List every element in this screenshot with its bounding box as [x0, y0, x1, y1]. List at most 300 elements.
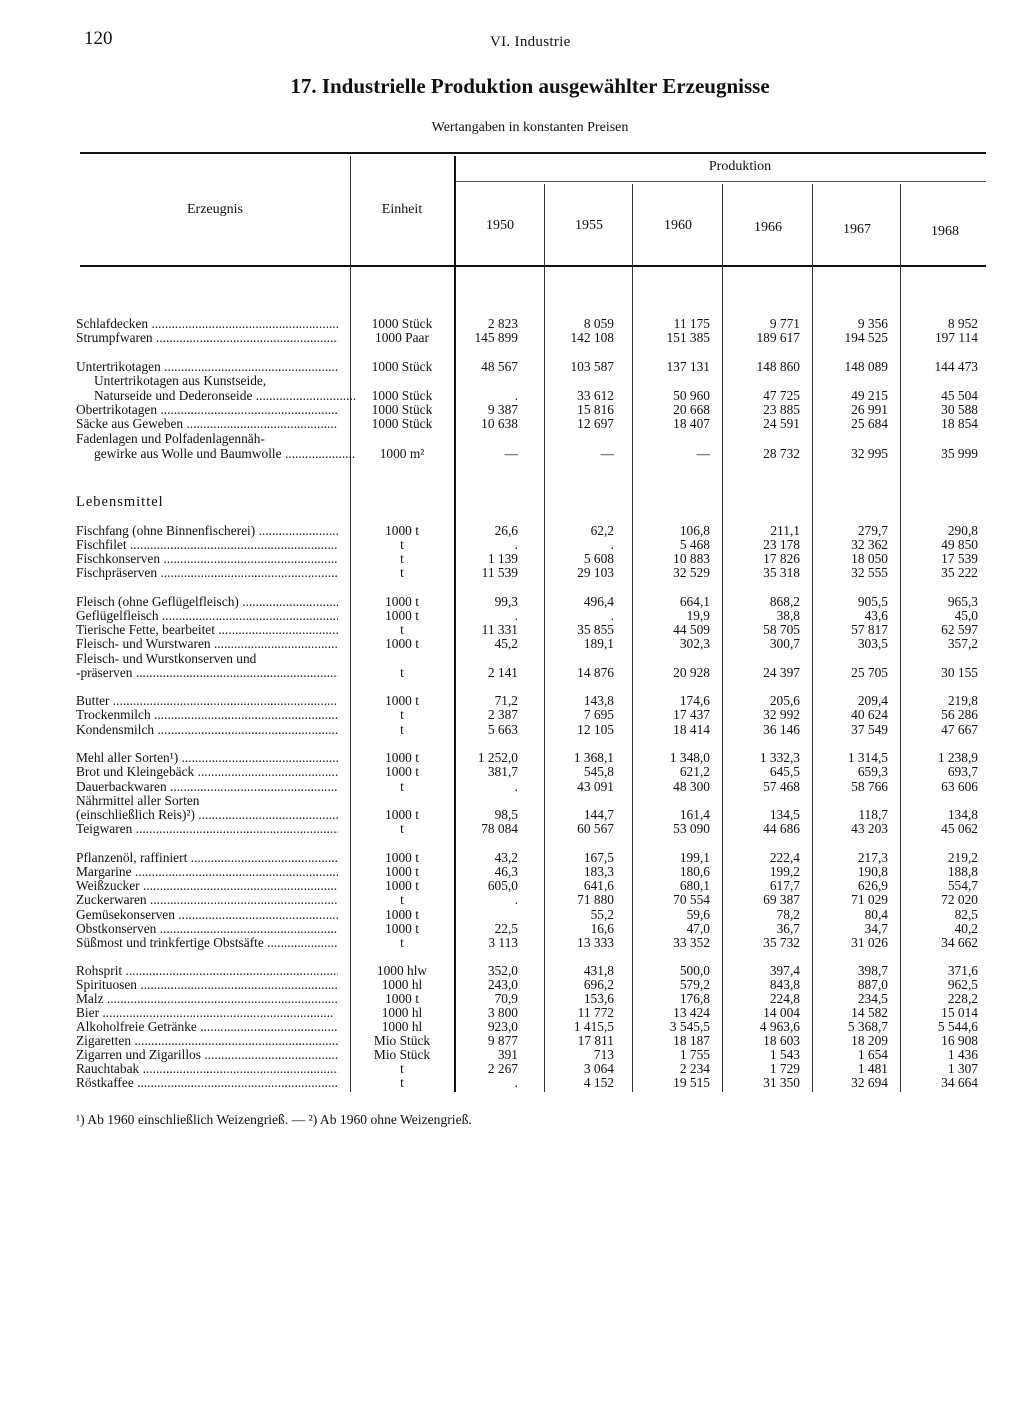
value-cell: 49 850 [941, 537, 978, 552]
value-cell: 18 407 [673, 416, 710, 431]
value-cell: 579,2 [679, 977, 710, 992]
value-cell: 106,8 [679, 523, 710, 538]
product-label: Dauerbackwaren ..... [76, 779, 338, 794]
product-label: Schlafdecken ..... [76, 316, 338, 331]
value-cell: 24 591 [763, 416, 800, 431]
value-cell: — [696, 446, 710, 461]
table-row [0, 330, 1024, 345]
value-cell: 26 991 [851, 402, 888, 417]
value-cell: 11 539 [481, 565, 518, 580]
value-cell: 545,8 [583, 764, 614, 779]
value-cell: 965,3 [947, 594, 978, 609]
value-cell: 72 020 [941, 892, 978, 907]
header-year: 1966 [754, 220, 782, 235]
table-row [0, 1047, 1024, 1062]
value-cell: 1 238,9 [937, 750, 978, 765]
unit-cell: t [400, 537, 404, 552]
product-label: Strumpfwaren ..... [76, 330, 338, 345]
value-cell: 28 732 [763, 446, 800, 461]
product-label: Geflügelfleisch ..... [76, 608, 338, 623]
unit-cell: Mio Stück [373, 1047, 431, 1062]
value-cell: 211,1 [770, 523, 800, 538]
value-cell: 153,6 [583, 991, 614, 1006]
table-row [0, 523, 1024, 538]
value-cell: 63 606 [941, 779, 978, 794]
unit-cell: 1000 m² [379, 446, 425, 461]
page-number: 120 [84, 28, 113, 49]
value-cell: 194 525 [844, 330, 888, 345]
value-cell: 5 368,7 [847, 1019, 888, 1034]
value-cell: 645,5 [769, 764, 800, 779]
value-cell: 57 468 [763, 779, 800, 794]
product-label: Süßmost und trinkfertige Obstsäfte ..... [76, 935, 338, 950]
value-cell: 209,4 [857, 693, 888, 708]
table-row [0, 608, 1024, 623]
value-cell: 137 131 [666, 359, 710, 374]
value-cell: 219,2 [947, 850, 978, 865]
value-cell: 923,0 [487, 1019, 518, 1034]
value-cell: 37 549 [851, 722, 888, 737]
value-cell: 17 437 [673, 707, 710, 722]
value-cell: 55,2 [590, 907, 614, 922]
value-cell: 228,2 [947, 991, 978, 1006]
product-label: Tierische Fette, bearbeitet ..... [76, 622, 338, 637]
unit-cell: t [400, 665, 404, 680]
table-row [0, 991, 1024, 1006]
value-cell: 78 084 [481, 821, 518, 836]
value-cell: 905,5 [857, 594, 888, 609]
value-cell: 15 014 [941, 1005, 978, 1020]
value-cell: 1 543 [769, 1047, 800, 1062]
value-cell: 142 108 [570, 330, 614, 345]
value-cell: 40 624 [851, 707, 888, 722]
value-cell: 144 473 [934, 359, 978, 374]
unit-cell: 1000 Stück [371, 402, 433, 417]
unit-cell: 1000 Stück [371, 316, 433, 331]
value-cell: 843,8 [769, 977, 800, 992]
value-cell: 5 608 [583, 551, 614, 566]
table-row [0, 878, 1024, 893]
value-cell: . [514, 537, 518, 552]
value-cell: 5 544,6 [937, 1019, 978, 1034]
unit-cell: 1000 hl [381, 1019, 423, 1034]
unit-cell: 1000 t [385, 991, 419, 1006]
unit-cell: t [400, 722, 404, 737]
unit-cell: t [400, 1075, 404, 1090]
value-cell: 11 175 [673, 316, 710, 331]
value-cell: 45 504 [941, 388, 978, 403]
unit-cell: 1000 Stück [371, 388, 433, 403]
value-cell: 36,7 [776, 921, 800, 936]
value-cell: 626,9 [857, 878, 888, 893]
value-cell: 9 387 [487, 402, 518, 417]
value-cell: 151 385 [666, 330, 710, 345]
value-cell: 35 855 [577, 622, 614, 637]
product-label: Brot und Kleingebäck ..... [76, 764, 338, 779]
value-cell: 118,7 [858, 807, 888, 822]
unit-cell: 1000 t [385, 864, 419, 879]
value-cell: 34 662 [941, 935, 978, 950]
value-cell: 12 105 [577, 722, 614, 737]
value-cell: . [514, 779, 518, 794]
unit-cell: t [400, 622, 404, 637]
unit-cell: t [400, 821, 404, 836]
value-cell: 48 567 [481, 359, 518, 374]
unit-cell: t [400, 707, 404, 722]
product-label: Nährmittel aller Sorten [76, 793, 200, 808]
value-cell: 32 529 [673, 565, 710, 580]
value-cell: 43 203 [851, 821, 888, 836]
section-label: Lebensmittel [76, 495, 164, 510]
value-cell: 14 004 [763, 1005, 800, 1020]
value-cell: 98,5 [494, 807, 518, 822]
table-row [0, 373, 1024, 388]
value-cell: 8 059 [583, 316, 614, 331]
value-cell: 36 146 [763, 722, 800, 737]
product-label: Zigarren und Zigarillos ..... [76, 1047, 338, 1062]
value-cell: 391 [497, 1047, 518, 1062]
value-cell: 58 705 [763, 622, 800, 637]
value-cell: 20 928 [673, 665, 710, 680]
unit-cell: 1000 t [385, 608, 419, 623]
value-cell: 103 587 [570, 359, 614, 374]
value-cell: 5 663 [487, 722, 518, 737]
table-row [0, 1061, 1024, 1076]
table-row [0, 431, 1024, 446]
value-cell: 15 816 [577, 402, 614, 417]
unit-cell: t [400, 892, 404, 907]
value-cell: 398,7 [857, 963, 888, 978]
value-cell: . [514, 608, 518, 623]
table-row [0, 316, 1024, 331]
value-cell: 290,8 [947, 523, 978, 538]
value-cell: 3 064 [583, 1061, 614, 1076]
product-label: Teigwaren ..... [76, 821, 338, 836]
unit-cell: 1000 t [385, 921, 419, 936]
value-cell: 1 436 [947, 1047, 978, 1062]
product-label: Rohsprit ..... [76, 963, 338, 978]
value-cell: 47,0 [686, 921, 710, 936]
value-cell: 78,2 [776, 907, 800, 922]
table-title: 17. Industrielle Produktion ausgewählter Erzeugnisse [290, 74, 770, 98]
value-cell: 3 113 [488, 935, 518, 950]
table-row [0, 693, 1024, 708]
value-cell: 1 729 [769, 1061, 800, 1076]
table-row [0, 651, 1024, 666]
value-cell: 222,4 [769, 850, 800, 865]
value-cell: 243,0 [487, 977, 518, 992]
value-cell: 38,8 [776, 608, 800, 623]
value-cell: 371,6 [947, 963, 978, 978]
value-cell: 32 995 [851, 446, 888, 461]
value-cell: 303,5 [857, 636, 888, 651]
unit-cell: 1000 t [385, 636, 419, 651]
value-cell: 176,8 [679, 991, 710, 1006]
value-cell: 4 152 [583, 1075, 614, 1090]
unit-cell: t [400, 935, 404, 950]
value-cell: 174,6 [679, 693, 710, 708]
value-cell: 32 362 [851, 537, 888, 552]
table-row [0, 446, 1024, 461]
value-cell: . [610, 608, 614, 623]
value-cell: 7 695 [583, 707, 614, 722]
value-cell: 713 [593, 1047, 614, 1062]
value-cell: 300,7 [769, 636, 800, 651]
value-cell: 16 908 [941, 1033, 978, 1048]
value-cell: 18 209 [851, 1033, 888, 1048]
value-cell: 352,0 [487, 963, 518, 978]
value-cell: 868,2 [769, 594, 800, 609]
value-cell: 45 062 [941, 821, 978, 836]
value-cell: 554,7 [947, 878, 978, 893]
unit-cell: 1000 hl [381, 1005, 423, 1020]
value-cell: 234,5 [857, 991, 888, 1006]
table-row [0, 565, 1024, 580]
table-row [0, 1019, 1024, 1034]
value-cell: 1 348,0 [669, 750, 710, 765]
table-row [0, 977, 1024, 992]
product-label: Bier ..... [76, 1005, 338, 1020]
product-label: Fischkonserven ..... [76, 551, 338, 566]
value-cell: 82,5 [954, 907, 978, 922]
value-cell: 35 732 [763, 935, 800, 950]
unit-cell: 1000 t [385, 594, 419, 609]
value-cell: 145 899 [474, 330, 518, 345]
value-cell: 188,8 [947, 864, 978, 879]
value-cell: 10 883 [673, 551, 710, 566]
value-cell: 224,8 [769, 991, 800, 1006]
header-year: 1960 [664, 218, 692, 233]
value-cell: 32 992 [763, 707, 800, 722]
value-cell: 189 617 [756, 330, 800, 345]
chapter-heading: VI. Industrie [490, 34, 571, 50]
product-label: Trockenmilch ..... [76, 707, 338, 722]
product-label: Gemüsekonserven ..... [76, 907, 338, 922]
value-cell: 49 215 [851, 388, 888, 403]
value-cell: 17 811 [577, 1033, 614, 1048]
value-cell: 11 772 [577, 1005, 614, 1020]
product-label: Weißzucker ..... [76, 878, 338, 893]
value-cell: 9 356 [857, 316, 888, 331]
product-label: Pflanzenöl, raffiniert ..... [76, 850, 338, 865]
value-cell: 199,1 [679, 850, 710, 865]
value-cell: 26,6 [494, 523, 518, 538]
value-cell: 2 141 [487, 665, 518, 680]
product-label: (einschließlich Reis)²) ..... [76, 807, 338, 822]
value-cell: 46,3 [494, 864, 518, 879]
value-cell: 43,2 [494, 850, 518, 865]
value-cell: 12 697 [577, 416, 614, 431]
table-row [0, 807, 1024, 822]
value-cell: 20 668 [673, 402, 710, 417]
table-row [0, 907, 1024, 922]
value-cell: 1 252,0 [477, 750, 518, 765]
unit-cell: 1000 t [385, 850, 419, 865]
value-cell: 148 860 [756, 359, 800, 374]
value-cell: 144,7 [583, 807, 614, 822]
header-unit: Einheit [381, 202, 423, 217]
value-cell: 80,4 [864, 907, 888, 922]
value-cell: 16,6 [590, 921, 614, 936]
value-cell: 57 817 [851, 622, 888, 637]
value-cell: 35 318 [763, 565, 800, 580]
value-cell: 496,4 [583, 594, 614, 609]
table-row [0, 551, 1024, 566]
value-cell: 17 539 [941, 551, 978, 566]
value-cell: . [514, 892, 518, 907]
unit-cell: 1000 Paar [375, 330, 429, 345]
value-cell: 33 612 [577, 388, 614, 403]
table-row [0, 821, 1024, 836]
table-row [0, 750, 1024, 765]
value-cell: 99,3 [494, 594, 518, 609]
value-cell: 5 468 [679, 537, 710, 552]
product-label: Zigaretten ..... [76, 1033, 338, 1048]
value-cell: 605,0 [487, 878, 518, 893]
value-cell: 659,3 [857, 764, 888, 779]
value-cell: 134,8 [947, 807, 978, 822]
unit-cell: 1000 t [385, 764, 419, 779]
table-row [0, 388, 1024, 403]
table-row [0, 707, 1024, 722]
value-cell: 217,3 [857, 850, 888, 865]
product-label: Fleisch- und Wurstkonserven und [76, 651, 257, 666]
header-production: Produktion [708, 159, 772, 174]
product-label: Fadenlagen und Polfadenlagennäh- [76, 431, 265, 446]
value-cell: 696,2 [583, 977, 614, 992]
value-cell: 1 307 [947, 1061, 978, 1076]
table-row [0, 402, 1024, 417]
value-cell: 381,7 [487, 764, 518, 779]
value-cell: 56 286 [941, 707, 978, 722]
product-label: Obertrikotagen ..... [76, 402, 338, 417]
value-cell: 45,0 [954, 608, 978, 623]
table-row [0, 622, 1024, 637]
product-label: Malz ..... [76, 991, 338, 1006]
product-label: Rauchtabak ..... [76, 1061, 338, 1076]
value-cell: 2 823 [487, 316, 518, 331]
value-cell: 47 725 [763, 388, 800, 403]
value-cell: 62 597 [941, 622, 978, 637]
value-cell: 1 654 [857, 1047, 888, 1062]
unit-cell: 1000 t [385, 750, 419, 765]
value-cell: 205,6 [769, 693, 800, 708]
value-cell: 32 694 [851, 1075, 888, 1090]
unit-cell: 1000 Stück [371, 416, 433, 431]
product-label: Mehl aller Sorten¹) ..... [76, 750, 338, 765]
value-cell: 2 387 [487, 707, 518, 722]
value-cell: 45,2 [494, 636, 518, 651]
value-cell: 279,7 [857, 523, 888, 538]
unit-cell: t [400, 1061, 404, 1076]
product-label: Fleisch- und Wurstwaren ..... [76, 636, 338, 651]
unit-cell: 1000 hlw [376, 963, 428, 978]
value-cell: 50 960 [673, 388, 710, 403]
value-cell: 10 638 [481, 416, 518, 431]
product-label: Naturseide und Dederonseide ..... [94, 388, 356, 403]
value-cell: 183,3 [583, 864, 614, 879]
value-cell: 14 582 [851, 1005, 888, 1020]
table-row [0, 864, 1024, 879]
product-label: Zuckerwaren ..... [76, 892, 338, 907]
value-cell: 18 050 [851, 551, 888, 566]
value-cell: 71 029 [851, 892, 888, 907]
value-cell: . [514, 388, 518, 403]
table-row [0, 764, 1024, 779]
value-cell: 134,5 [769, 807, 800, 822]
value-cell: 33 352 [673, 935, 710, 950]
header-year: 1968 [931, 224, 959, 239]
table-row [0, 935, 1024, 950]
value-cell: 30 155 [941, 665, 978, 680]
value-cell: 167,5 [583, 850, 614, 865]
value-cell: 31 026 [851, 935, 888, 950]
value-cell: 31 350 [763, 1075, 800, 1090]
value-cell: 190,8 [857, 864, 888, 879]
value-cell: 8 952 [947, 316, 978, 331]
value-cell: 19,9 [686, 608, 710, 623]
value-cell: 1 481 [857, 1061, 888, 1076]
table-row [0, 892, 1024, 907]
product-label: Obstkonserven ..... [76, 921, 338, 936]
value-cell: 58 766 [851, 779, 888, 794]
table-row [0, 594, 1024, 609]
table-row [0, 921, 1024, 936]
value-cell: 62,2 [590, 523, 614, 538]
value-cell: 53 090 [673, 821, 710, 836]
table-row [0, 963, 1024, 978]
value-cell: 13 424 [673, 1005, 710, 1020]
value-cell: 161,4 [679, 807, 710, 822]
value-cell: 35 999 [941, 446, 978, 461]
value-cell: 9 877 [487, 1033, 518, 1048]
unit-cell: 1000 t [385, 693, 419, 708]
value-cell: 180,6 [679, 864, 710, 879]
table-row [0, 537, 1024, 552]
product-label: Säcke aus Geweben ..... [76, 416, 338, 431]
table-row [0, 665, 1024, 680]
table-row [0, 793, 1024, 808]
value-cell: 30 588 [941, 402, 978, 417]
value-cell: 22,5 [494, 921, 518, 936]
product-label: Fleisch (ohne Geflügelfleisch) ..... [76, 594, 338, 609]
value-cell: 34 664 [941, 1075, 978, 1090]
value-cell: 302,3 [679, 636, 710, 651]
value-cell: 18 187 [673, 1033, 710, 1048]
value-cell: 197 114 [934, 330, 978, 345]
product-label: -präserven ..... [76, 665, 338, 680]
value-cell: 693,7 [947, 764, 978, 779]
value-cell: 3 545,5 [669, 1019, 710, 1034]
product-label: Spirituosen ..... [76, 977, 338, 992]
value-cell: 1 755 [679, 1047, 710, 1062]
product-label: Butter ..... [76, 693, 338, 708]
table-row [0, 1005, 1024, 1020]
value-cell: 29 103 [577, 565, 614, 580]
unit-cell: 1000 t [385, 878, 419, 893]
value-cell: 2 234 [679, 1061, 710, 1076]
table-subtitle: Wertangaben in konstanten Preisen [431, 120, 629, 135]
product-label: Margarine ..... [76, 864, 338, 879]
value-cell: 25 705 [851, 665, 888, 680]
unit-cell: 1000 t [385, 523, 419, 538]
value-cell: 143,8 [583, 693, 614, 708]
value-cell: 19 515 [673, 1075, 710, 1090]
value-cell: 641,6 [583, 878, 614, 893]
value-cell: 1 314,5 [847, 750, 888, 765]
value-cell: 59,6 [686, 907, 710, 922]
value-cell: 44 686 [763, 821, 800, 836]
